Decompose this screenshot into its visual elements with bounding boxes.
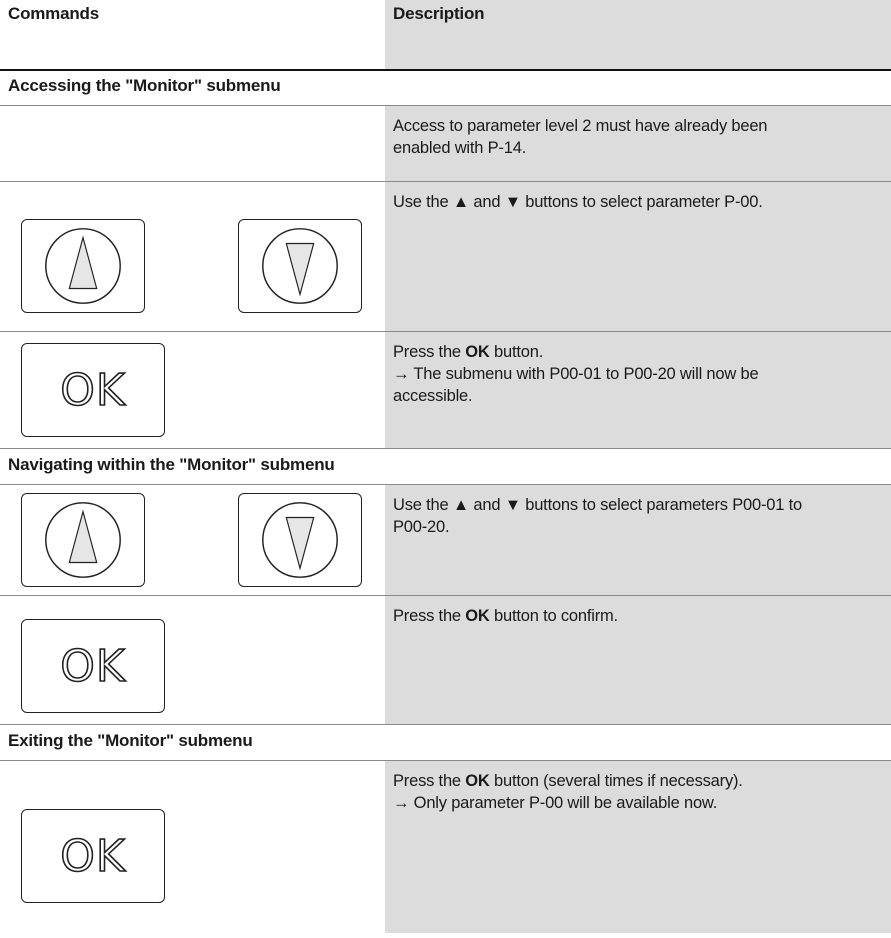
down-triangle-icon: ▼: [504, 496, 521, 514]
ok-emphasis: OK: [465, 772, 490, 790]
up-arrow-icon: [22, 220, 144, 312]
commands-cell: [0, 761, 385, 938]
up-triangle-icon: ▲: [452, 193, 469, 211]
ok-emphasis: OK: [465, 343, 490, 361]
down-triangle-icon: ▼: [504, 193, 521, 211]
header-description: Description: [385, 0, 891, 69]
description-text: Press the: [393, 772, 466, 790]
description-text: enabled with P-14.: [393, 139, 527, 157]
commands-cell: [0, 485, 385, 595]
commands-cell: [0, 332, 385, 448]
ok-key[interactable]: [21, 619, 165, 713]
up-arrow-key[interactable]: [21, 493, 145, 587]
description-text: accessible.: [393, 387, 473, 405]
commands-cell: [0, 596, 385, 724]
ok-key[interactable]: [21, 343, 165, 437]
description-text: Use the: [393, 193, 453, 211]
description-cell: [385, 106, 891, 181]
description-text: button.: [489, 343, 544, 361]
section-title-accessing: Accessing the "Monitor" submenu: [8, 76, 281, 95]
description-cell: [385, 485, 891, 595]
description-cell: [385, 182, 891, 331]
description-text: Use the: [393, 496, 453, 514]
header-commands: Commands: [8, 4, 99, 23]
up-arrow-icon: [22, 494, 144, 586]
description-cell: [385, 596, 891, 724]
description-cell: [385, 332, 891, 448]
table-row: [0, 596, 891, 724]
description-text: → Only parameter P-00 will be available now.: [393, 794, 718, 812]
section-title-exiting: Exiting the "Monitor" submenu: [8, 731, 253, 750]
commands-cell: [0, 106, 385, 181]
description-text: buttons to select parameters P00-01 to: [520, 496, 802, 514]
ok-key-label: OK: [60, 364, 126, 416]
table-row: [0, 761, 891, 938]
ok-key-label: OK: [60, 830, 126, 882]
down-arrow-key[interactable]: [238, 493, 362, 587]
down-arrow-icon: [239, 220, 361, 312]
description-text: button to confirm.: [489, 607, 618, 625]
ok-key-label: OK: [60, 640, 126, 692]
down-arrow-icon: [239, 494, 361, 586]
description-text: → The submenu with P00-01 to P00-20 will now be: [393, 365, 759, 383]
description-text: buttons to select parameter P-00.: [520, 193, 763, 211]
description-text: and: [469, 496, 505, 514]
description-text: and: [469, 193, 505, 211]
commands-cell: [0, 182, 385, 331]
table-row: [0, 485, 891, 595]
ok-key[interactable]: [21, 809, 165, 903]
description-text: button (several times if necessary).: [489, 772, 743, 790]
table-row: [0, 106, 891, 181]
description-text: Press the: [393, 343, 466, 361]
table-row: [0, 182, 891, 331]
description-text: P00-20.: [393, 518, 450, 536]
up-triangle-icon: ▲: [452, 496, 469, 514]
up-arrow-key[interactable]: [21, 219, 145, 313]
down-arrow-key[interactable]: [238, 219, 362, 313]
description-cell: [385, 761, 891, 933]
description-text: Access to parameter level 2 must have already been: [393, 117, 768, 135]
ok-emphasis: OK: [465, 607, 490, 625]
description-text: Press the: [393, 607, 466, 625]
section-title-navigating: Navigating within the "Monitor" submenu: [8, 455, 335, 474]
table-row: [0, 332, 891, 448]
